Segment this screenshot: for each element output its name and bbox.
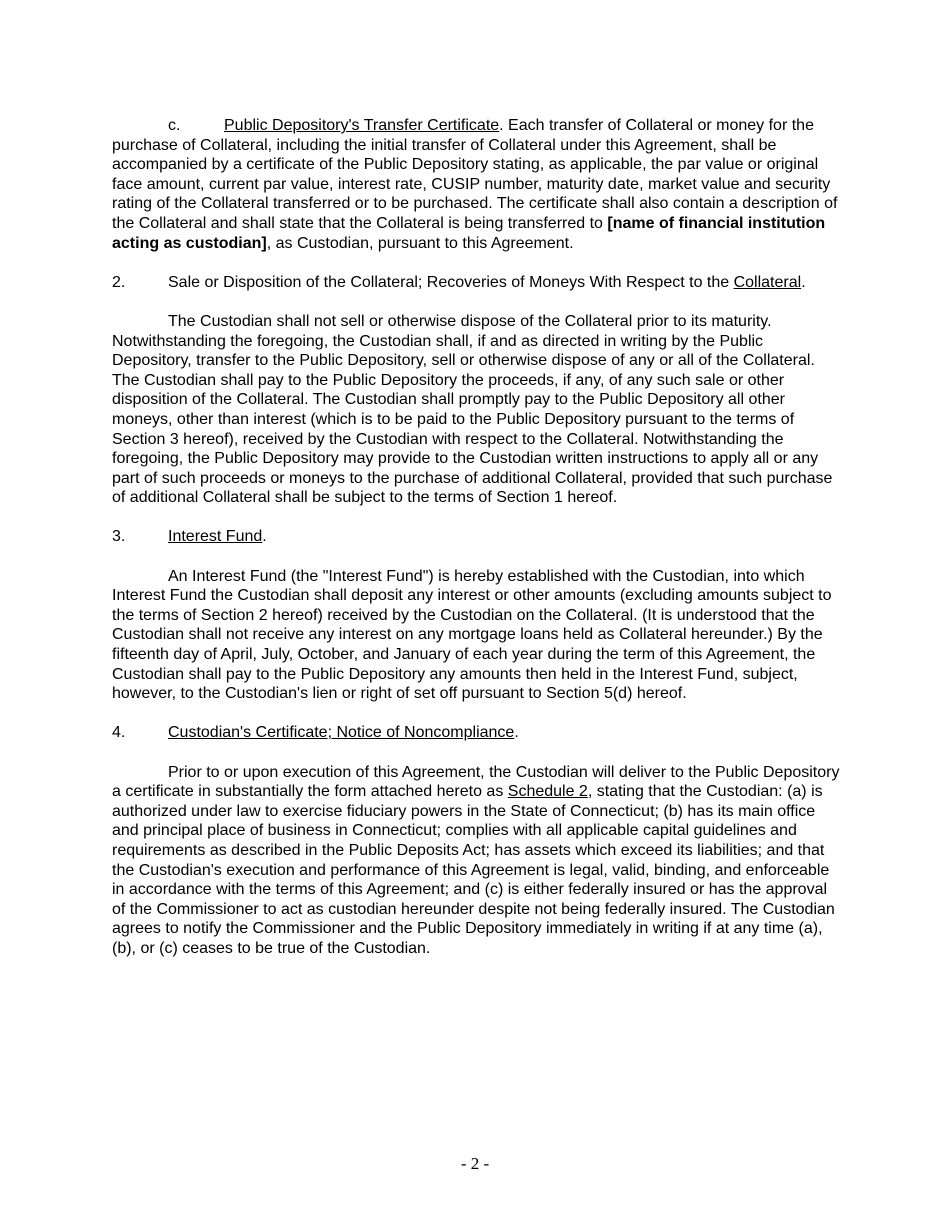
section-4-body <box>112 763 840 959</box>
section-4-number: 4. <box>112 724 126 742</box>
page-number: - 2 - <box>460 1154 490 1173</box>
section-3-title-end: . <box>262 528 267 546</box>
section-3-title <box>168 527 840 547</box>
section-3-title-underline: Interest Fund <box>168 528 263 546</box>
paragraph-c-bold-placeholder: [name of financial institution acting as custodian] <box>112 214 826 252</box>
section-3-number: 3. <box>112 528 126 546</box>
section-2-title <box>168 273 840 293</box>
section-2-heading <box>112 273 840 293</box>
paragraph-c <box>112 116 840 253</box>
section-2-number: 2. <box>112 273 126 291</box>
section-4-body-2: , stating that the Custodian: (a) is authorized under law to exercise fiduciary powers in the State of Connecticut; (b) has its main office and principal place of business in Connecticut; complies with all applicable capital guidelines and requirements as described in the Public Deposits Act; has assets which exceed its liabilities; and that the Custodian's execution and performance of this Agreement is legal, valid, binding, and enforceable in accordance with the terms of this Agreement; and (c) is either federally insured or has the approval of the Commissioner to act as custodian hereunder despite not being federally insured. The Custodian agrees to notify the Commissioner and the Public Depository immediately in writing if at any time (a), (b), or (c) ceases to be true of the Custodian. <box>112 783 835 957</box>
section-4-title <box>168 723 840 743</box>
schedule-2-reference: Schedule 2 <box>507 783 588 801</box>
paragraph-c-text-2: , as Custodian, pursuant to this Agreement. <box>266 234 574 252</box>
section-3-heading <box>112 527 840 547</box>
paragraph-c-label: c. <box>168 117 181 134</box>
section-2-body: The Custodian shall not sell or otherwise dispose of the Collateral prior to its maturity. Notwithstanding the foregoing, the Custodian shall, if and as directed in writing by the Public Depository, transfer to the Public Depository, sell or otherwise dispose of any or all of the Collateral. The Custodian shall pay to the Public Depository the proceeds, if any, of any such sale or other disposition of the Collateral. The Custodian shall promptly pay to the Public Depository all other moneys, other than interest (which is to be paid to the Public Depository pursuant to the terms of Section 3 hereof), received by the Custodian with respect to the Collateral. Notwithstanding the foregoing, the Public Depository may provide to the Custodian written instructions to apply all or any part of such proceeds or moneys to the purchase of additional Collateral, provided that such purchase of additional Collateral shall be subject to the terms of Section 1 hereof. <box>112 312 833 507</box>
section-4-body-1: Prior to or upon execution of this Agreement, the Custodian will deliver to the Public Depository a certificate in substantially the form attached hereto as <box>112 763 840 801</box>
section-3-body: An Interest Fund (the "Interest Fund") is hereby established with the Custodian, into which Interest Fund the Custodian shall deposit any interest or other amounts (excluding amounts subject to the terms of Section 2 hereof) received by the Custodian on the Collateral. (It is understood that the Custodian shall not receive any interest on any mortgage loans held as Collateral hereunder.) By the fifteenth day of April, July, October, and January of each year during the term of this Agreement, the Custodian shall pay to the Public Depository any amounts then held in the Interest Fund, subject, however, to the Custodian's lien or right of set off pursuant to Section 5(d) hereof. <box>112 567 832 703</box>
document-page <box>112 116 840 959</box>
paragraph-c-text-1: . Each transfer of Collateral or money for the purchase of Collateral, including the initial transfer of Collateral under this Agreement, shall be accompanied by a certificate of the Public Depository stating, as applicable, the par value or original face amount, current par value, interest rate, CUSIP number, maturity date, market value and security rating of the Collateral transferred or to be purchased. The certificate shall also contain a description of the Collateral and shall state that the Collateral is being transferred to <box>112 117 838 232</box>
section-4-title-end: . <box>514 724 519 742</box>
paragraph-c-title: Public Depository's Transfer Certificate <box>224 117 500 134</box>
section-4-title-underline: Custodian's Certificate; Notice of Noncompliance <box>168 724 515 742</box>
section-2-title-underline: Collateral <box>733 273 802 291</box>
section-2-title-plain: Sale or Disposition of the Collateral; Recoveries of Moneys With Respect to the <box>168 273 734 291</box>
section-2-title-end: . <box>801 273 806 291</box>
section-4-heading <box>112 723 840 743</box>
